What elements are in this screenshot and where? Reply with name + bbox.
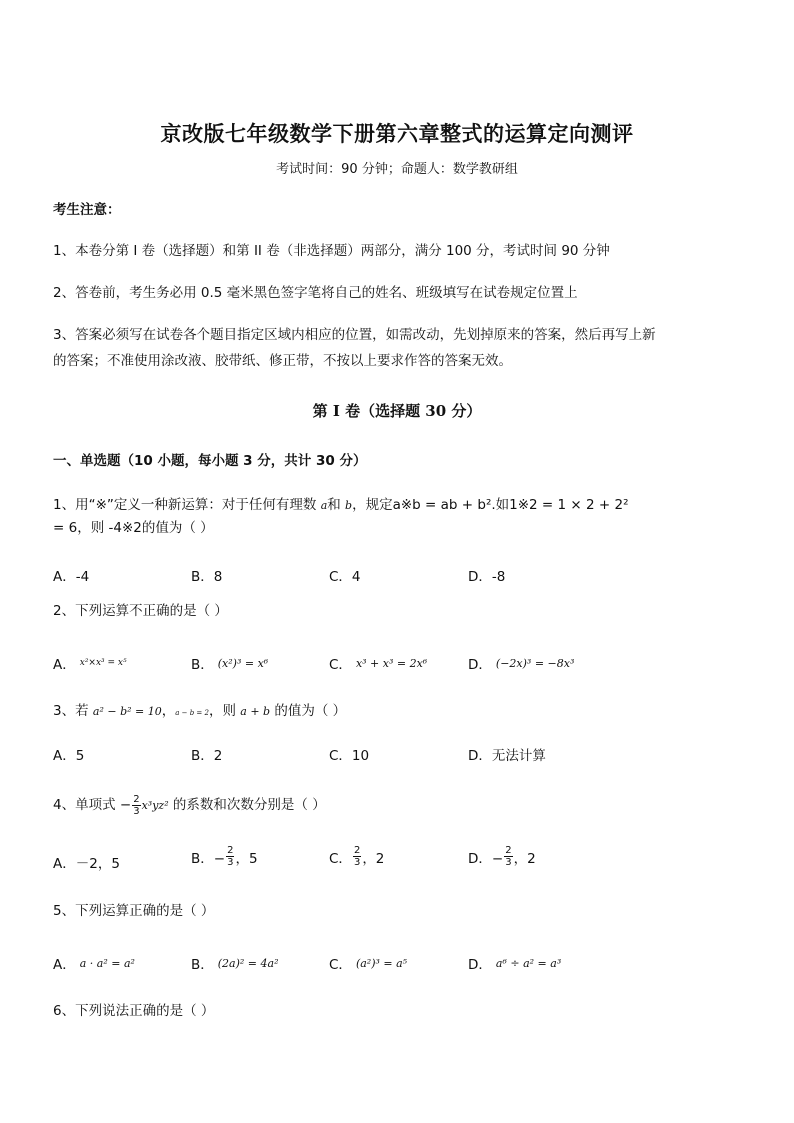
q4-text-post: 的系数和次数分别是（ ）	[168, 797, 326, 813]
q2-option-c-label: C．	[329, 657, 352, 673]
q2-option-b-math: (x²)³ = x⁶	[217, 656, 269, 670]
q4-option-c-post: ，2	[362, 850, 385, 867]
q1-stem-line2: = 6，则 -4※2的值为（ ）	[53, 520, 214, 536]
page-title: 京改版七年级数学下册第六章整式的运算定向测评	[160, 121, 634, 146]
q4-option-c-num: 2	[353, 845, 361, 856]
notice-heading: 考生注意：	[53, 202, 121, 218]
q5-option-d-math: a⁶ ÷ a² = a³	[495, 956, 562, 970]
q5-option-c[interactable]	[329, 953, 407, 973]
q4-text-pre: 4、单项式 −	[53, 797, 132, 813]
q3-text-post: 的值为（ ）	[270, 703, 347, 719]
q3-option-b[interactable]: B．2	[191, 748, 223, 764]
q2-option-a[interactable]	[53, 653, 127, 673]
q5-option-d[interactable]	[468, 953, 561, 973]
q1-option-c[interactable]: C．4	[329, 569, 361, 585]
q4-fraction-den: 3	[133, 805, 140, 817]
q2-option-b[interactable]	[191, 653, 268, 673]
q3-option-a[interactable]: A．5	[53, 748, 85, 764]
q3-condition: a² − b² = 10	[92, 705, 162, 718]
q2-option-d-label: D．	[468, 657, 492, 673]
q5-option-d-label: D．	[468, 957, 492, 973]
q4-option-d-fraction	[504, 845, 512, 868]
q4-option-c[interactable]	[329, 845, 384, 868]
q1-text-and: 和	[327, 497, 346, 513]
q4-option-d-pre: D．−	[468, 850, 504, 867]
q4-option-b-post: ，5	[235, 850, 258, 867]
q2-option-a-label: A．	[53, 657, 76, 673]
q4-option-b-pre: B．−	[191, 850, 226, 867]
q5-option-a[interactable]	[53, 953, 135, 973]
q1-option-d[interactable]: D．-8	[468, 569, 506, 585]
q1-var-a: a	[320, 499, 328, 512]
q3-text-pre: 3、若	[53, 703, 93, 719]
q4-option-c-fraction	[353, 845, 361, 868]
q2-option-c-math: x³ + x³ = 2x⁶	[355, 656, 428, 670]
q4-fraction-num: 2	[133, 793, 140, 805]
q5-option-b[interactable]	[191, 953, 279, 973]
q4-option-b-den: 3	[227, 857, 234, 868]
q3-expression: a + b	[240, 705, 271, 718]
q5-option-b-label: B．	[191, 957, 214, 973]
notice-item-2: 2、答卷前，考生务必用 0.5 毫米黑色签字笔将自己的姓名、班级填写在试卷规定位置上	[53, 285, 578, 301]
q6-stem: 6、下列说法正确的是（ ）	[53, 1003, 215, 1019]
q1-option-a[interactable]: A．-4	[53, 569, 90, 585]
q2-option-a-math: x²×x³ = x⁵	[79, 658, 127, 668]
q3-tiny-condition: a − b = 2	[175, 709, 209, 717]
q1-option-b[interactable]: B．8	[191, 569, 223, 585]
q1-text-pre: 1、用“※”定义一种新运算：对于任何有理数	[53, 497, 321, 513]
q2-option-b-label: B．	[191, 657, 214, 673]
q5-stem: 5、下列运算正确的是（ ）	[53, 903, 215, 919]
q4-option-d-post: ，2	[513, 850, 536, 867]
q2-stem: 2、下列运算不正确的是（ ）	[53, 603, 228, 619]
q4-option-c-den: 3	[353, 857, 361, 868]
q4-option-d[interactable]	[468, 845, 536, 868]
q4-option-d-num: 2	[505, 845, 512, 856]
q5-option-a-label: A．	[53, 957, 76, 973]
notice-item-1: 1、本卷分第 I 卷（选择题）和第 II 卷（非选择题）两部分，满分 100 分，考试时间 90 分钟	[53, 243, 610, 259]
q4-monomial: x³yz²	[141, 799, 169, 812]
q4-option-b[interactable]	[191, 845, 258, 868]
q2-option-d-math: (−2x)³ = −8x³	[495, 656, 575, 670]
q3-option-c[interactable]: C．10	[329, 748, 370, 764]
q1-text-post: ，规定a※b = ab + b².如1※2 = 1 × 2 + 2²	[352, 497, 629, 513]
q3-stem	[53, 698, 346, 726]
q4-option-a[interactable]: A．－2，5	[53, 856, 120, 872]
q4-stem	[53, 790, 326, 821]
q4-option-b-fraction	[226, 845, 234, 868]
q2-option-d[interactable]	[468, 653, 574, 673]
q3-text-sep: ，	[161, 703, 176, 719]
exam-info: 考试时间：90 分钟；命题人：数学教研组	[276, 162, 518, 177]
q4-option-c-pre: C．	[329, 850, 352, 867]
q1-var-b: b	[345, 499, 353, 512]
q2-option-c[interactable]	[329, 653, 427, 673]
q3-option-d[interactable]: D．无法计算	[468, 748, 546, 764]
q4-fraction	[132, 794, 140, 817]
notice-item-3: 3、答案必须写在试卷各个题目指定区域内相应的位置，如需改动，先划掉原来的答案，然后再写上新	[53, 327, 656, 343]
q4-option-b-num: 2	[227, 845, 234, 856]
part1-title: 第 I 卷（选择题 30 分）	[312, 402, 482, 420]
q5-option-c-label: C．	[329, 957, 352, 973]
section1-title: 一、单选题（10 小题，每小题 3 分，共计 30 分）	[53, 453, 367, 469]
q5-option-b-math: (2a)² = 4a²	[217, 956, 279, 970]
q5-option-c-math: (a²)³ = a⁵	[355, 956, 408, 970]
q4-option-d-den: 3	[505, 857, 512, 868]
q3-text-mid: ，则	[208, 703, 241, 719]
q5-option-a-math: a · a² = a²	[79, 956, 135, 970]
notice-item-3-cont: 的答案；不准使用涂改液、胶带纸、修正带，不按以上要求作答的答案无效。	[53, 353, 512, 369]
